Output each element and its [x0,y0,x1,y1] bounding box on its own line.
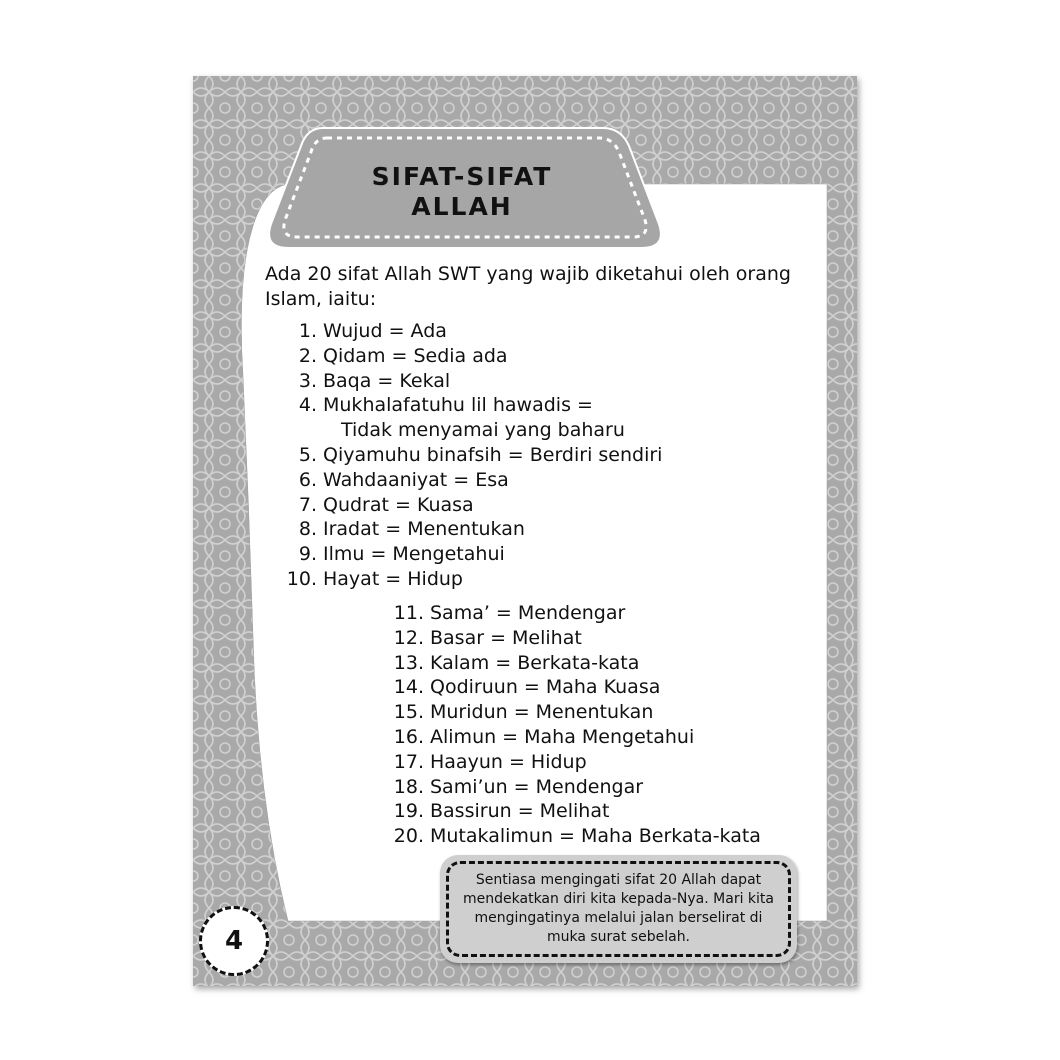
list-item-text: Mutakalimun = Maha Berkata-kata [430,825,761,848]
list-item-number: 19. [393,800,424,823]
list-item-text: Wujud = Ada [323,320,447,342]
list-item [193,824,813,849]
list-item-text: Mukhalafatuhu lil hawadis = [323,394,593,417]
list-item-text: Haayun = Hidup [430,750,587,773]
list-item [193,517,813,542]
list-item [193,725,813,750]
page-title-line-2: ALLAH [411,192,513,221]
list-item-number: 16. [393,726,424,748]
list-item-text: Baqa = Kekal [323,369,451,392]
list-item-text: Alimun = Maha Mengetahui [430,726,695,748]
list-item-number: 15. [393,701,424,724]
list-item-number: 13. [393,651,424,674]
list-item [193,567,813,592]
list-item-number: 17. [393,750,424,773]
list-item [193,443,813,468]
list-item-number: 6. [298,468,317,491]
list-item-number: 1. [298,320,317,342]
list-item-text: Hayat = Hidup [323,568,463,590]
list-item-number: 12. [393,626,424,649]
list-item-text: Wahdaaniyat = Esa [323,468,509,491]
list-item [193,651,813,676]
list-item-text: Kalam = Berkata-kata [430,651,640,674]
list-item-number: 18. [393,775,424,798]
list-item-number: 2. [298,344,317,367]
list-item [193,626,813,651]
list-item [193,418,813,443]
list-item [193,319,813,344]
list-item-text: Ilmu = Mengetahui [323,543,505,566]
list-item [193,675,813,700]
list-item [193,493,813,518]
book-page [193,76,857,986]
intro-paragraph: Ada 20 sifat Allah SWT yang wajib diketahui oleh orang Islam, iaitu: [265,263,791,310]
list-item-number: 14. [393,676,424,699]
list-item [193,775,813,800]
list-item-number: 11. [393,602,424,624]
list-item [193,601,813,626]
list-item-number: 9. [298,543,317,566]
list-item-text: Iradat = Menentukan [323,518,525,541]
list-item-text: Sami’un = Mendengar [430,775,644,798]
list-item-number: 7. [298,493,317,516]
list-item-number: 10. [286,568,317,590]
list-item [193,750,813,775]
list-item [193,468,813,493]
list-item-text: Basar = Melihat [430,626,582,649]
list-item-text: Tidak menyamai yang baharu [341,419,625,442]
note-box [440,855,797,963]
list-item-text: Muridun = Menentukan [430,701,654,724]
list-item [193,393,813,418]
list-item-text: Sama’ = Mendengar [430,602,626,624]
list-item-text: Bassirun = Melihat [430,800,610,823]
list-item-number: 20. [393,825,424,848]
list-item-text: Qidam = Sedia ada [323,344,508,367]
page-title-line-1: SIFAT-SIFAT [371,162,553,191]
list-item-number: 4. [298,394,317,417]
note-dashed-border [446,861,791,957]
page-number: 4 [224,926,244,956]
list-item-text: Qiyamuhu binafsih = Berdiri sendiri [323,444,663,466]
list-item-number: 3. [298,369,317,392]
list-item [193,369,813,394]
list-item [193,344,813,369]
list-item [193,542,813,567]
note-text: Sentiasa mengingati sifat 20 Allah dapat mendekatkan diri kita kepada-Nya. Mari kita mengingatinya melalui jalan berselirat di muka surat sebelah. [463,872,774,945]
list-item-text: Qodiruun = Maha Kuasa [430,676,661,699]
list-item-number: 5. [298,444,317,466]
list-item [193,700,813,725]
list-item-number: 8. [298,518,317,541]
list-item-text: Qudrat = Kuasa [323,493,474,516]
page-number-badge [199,906,269,976]
list-item [193,799,813,824]
